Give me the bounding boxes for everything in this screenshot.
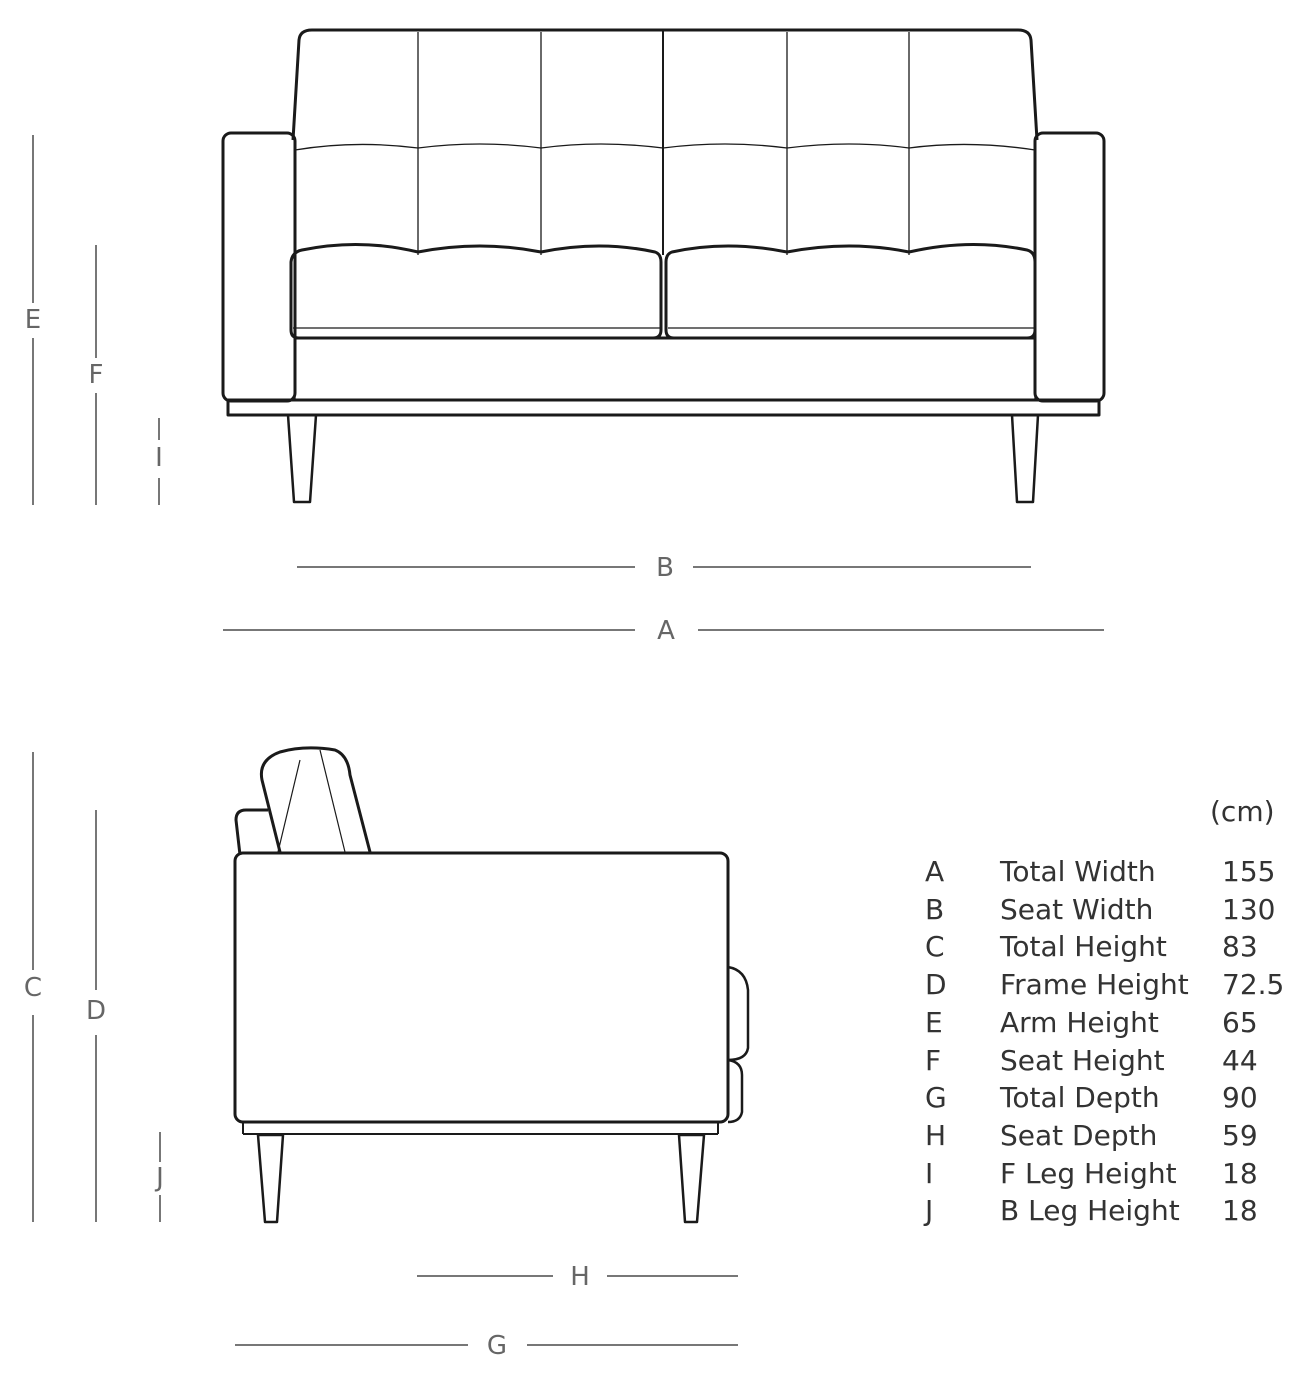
- dim-label-h: H: [570, 1262, 590, 1292]
- row-key: J: [925, 1194, 934, 1228]
- row-key: F: [925, 1043, 942, 1077]
- row-value: 44: [1222, 1043, 1258, 1077]
- left-seat-cushion: [291, 244, 661, 338]
- unit-label: (cm): [1210, 795, 1275, 828]
- side-view: [235, 748, 748, 1222]
- dim-label-f: F: [88, 360, 104, 390]
- back-leg: [258, 1135, 283, 1222]
- left-leg: [288, 415, 316, 502]
- dim-label-a: A: [657, 616, 675, 646]
- row-name: Seat Depth: [1000, 1118, 1158, 1152]
- row-value: 72.5: [1222, 968, 1285, 1002]
- dim-label-b: B: [656, 553, 674, 583]
- row-value: 18: [1222, 1156, 1258, 1190]
- right-leg: [1012, 415, 1038, 502]
- row-value: 90: [1222, 1081, 1258, 1115]
- dim-label-c: C: [23, 973, 43, 1003]
- left-arm: [223, 133, 295, 401]
- row-value: 130: [1222, 892, 1276, 926]
- dimension-lines: [33, 135, 1104, 1345]
- side-body: [235, 853, 728, 1122]
- row-value: 155: [1222, 855, 1276, 888]
- row-name: Seat Width: [1000, 892, 1154, 926]
- arm-back: [236, 810, 268, 855]
- row-name: Seat Height: [1000, 1043, 1165, 1077]
- row-name: Frame Height: [1000, 968, 1189, 1002]
- row-key: C: [925, 930, 945, 964]
- dim-label-g: G: [486, 1331, 508, 1361]
- backrest: [293, 30, 1037, 140]
- front-view: [223, 30, 1104, 502]
- right-seat-cushion: [666, 244, 1035, 338]
- row-value: 83: [1222, 930, 1258, 964]
- row-key: D: [925, 968, 947, 1002]
- front-leg: [679, 1135, 704, 1222]
- dim-label-j: J: [156, 1163, 164, 1193]
- row-name: Total Depth: [1000, 1081, 1160, 1115]
- row-name: F Leg Height: [1000, 1156, 1177, 1190]
- front-cushion: [728, 967, 748, 1122]
- row-value: 18: [1222, 1194, 1258, 1228]
- plinth: [228, 400, 1099, 415]
- dim-label-i: I: [155, 443, 163, 473]
- row-key: B: [925, 892, 945, 926]
- dim-label-e: E: [24, 305, 42, 335]
- row-key: H: [925, 1118, 947, 1152]
- row-name: B Leg Height: [1000, 1194, 1180, 1228]
- row-name: Total Width: [1000, 855, 1156, 888]
- row-key: A: [925, 855, 945, 888]
- right-arm: [1035, 133, 1104, 401]
- row-value: 65: [1222, 1005, 1258, 1039]
- back-cushion: [261, 748, 370, 852]
- row-value: 59: [1222, 1118, 1258, 1152]
- row-key: E: [925, 1005, 943, 1039]
- row-name: Total Height: [1000, 930, 1167, 964]
- dim-label-d: D: [85, 996, 107, 1026]
- row-key: I: [925, 1156, 934, 1190]
- row-name: Arm Height: [1000, 1005, 1159, 1039]
- row-key: G: [925, 1081, 947, 1115]
